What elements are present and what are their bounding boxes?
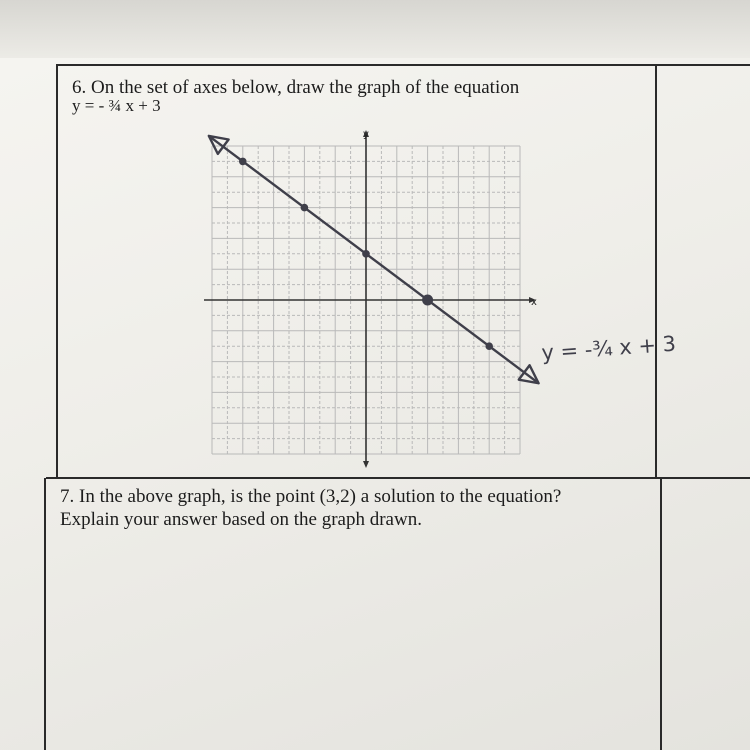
plotted-point	[422, 295, 433, 306]
y-axis-arrow-down	[363, 461, 369, 468]
question-6-prompt: 6. On the set of axes below, draw the graph of the equation	[72, 77, 520, 98]
plotted-point	[239, 158, 247, 166]
question-7-line-2: Explain your answer based on the graph drawn.	[60, 509, 422, 530]
question-7-line-1: 7. In the above graph, is the point (3,2) a solution to the equation?	[60, 486, 562, 507]
plotted-point	[362, 250, 370, 258]
y-axis-label: y	[363, 129, 369, 140]
handwritten-equation-label: y = -¾ x + 3	[540, 331, 677, 365]
x-axis-label: x	[531, 297, 537, 308]
axes	[204, 130, 536, 468]
question-6-equation: y = - ¾ x + 3	[72, 96, 161, 115]
plotted-point	[485, 342, 493, 350]
plotted-point	[301, 204, 309, 212]
